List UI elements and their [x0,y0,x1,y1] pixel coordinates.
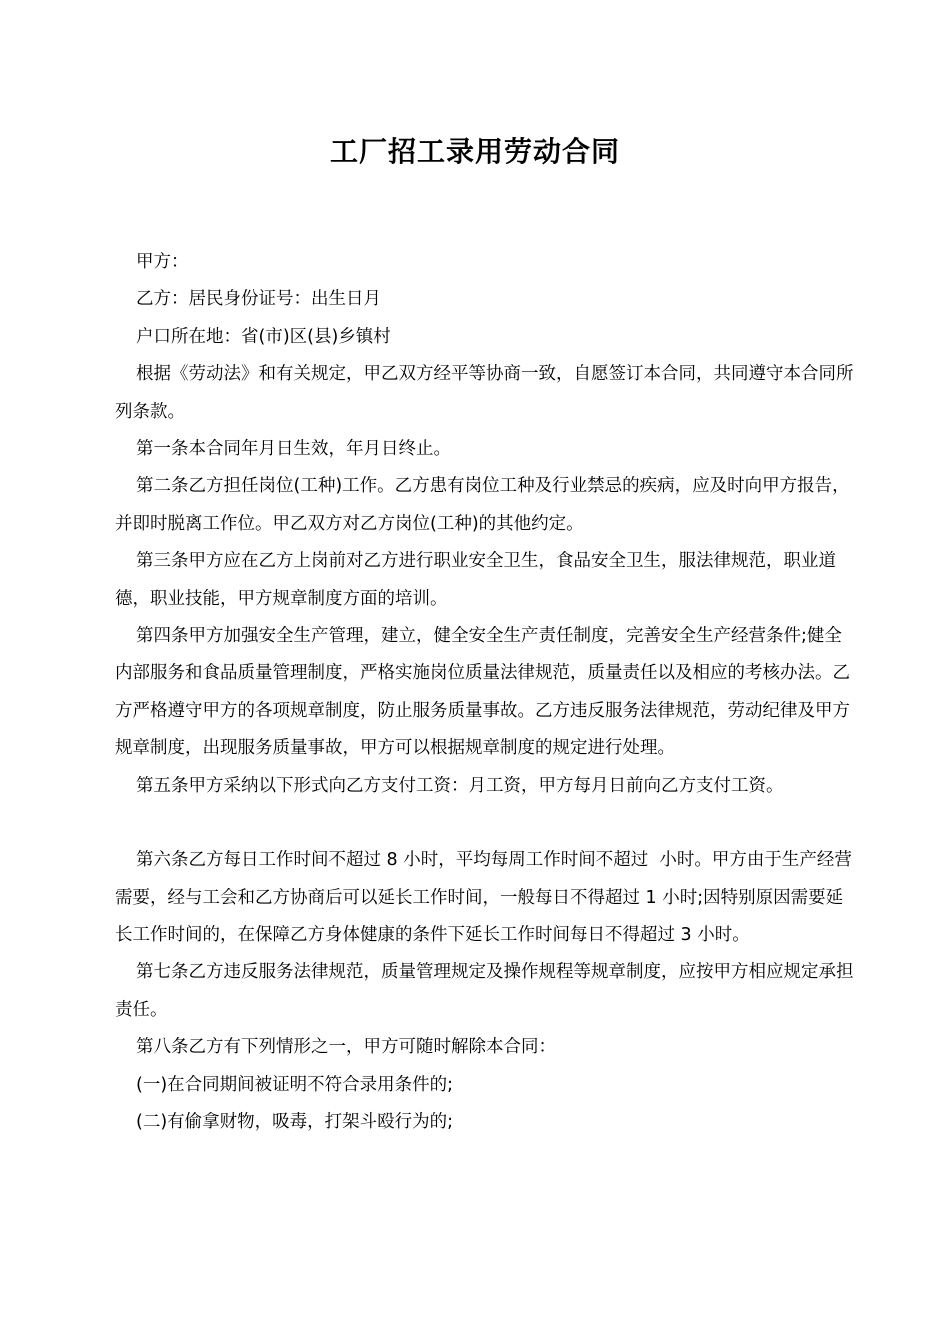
article-2: 第二条乙方担任岗位(工种)工作。乙方患有岗位工种及行业禁忌的疾病，应及时向甲方报告，并即时脱离工作位。甲乙双方对乙方岗位(工种)的其他约定。 [115,476,850,534]
article-1: 第一条本合同年月日生效，年月日终止。 [136,439,451,460]
party-a-line: 甲方： [136,252,189,272]
document-title: 工厂招工录用劳动合同 [329,135,620,168]
article-8-item-1: (一)在合同期间被证明不符合录用条件的; [136,1074,454,1095]
article-7: 第七条乙方违反服务法律规范，质量管理规定及操作规程等规章制度，应按甲方相应规定承担责任。 [115,962,854,1020]
party-b-line: 乙方：居民身份证号：出生日月 [136,289,381,310]
article-8-item-2: (二)有偷拿财物，吸毒，打架斗殴行为的; [136,1111,454,1132]
preamble-paragraph: 根据《劳动法》和有关规定，甲乙双方经平等协商一致，自愿签订本合同，共同遵守本合同所列条款。 [115,364,854,422]
document-body [115,244,855,1141]
article-6: 第六条乙方每日工作时间不超过 8 小时，平均每周工作时间不超过 小时。甲方由于生产经营需要，经与工会和乙方协商后可以延长工作时间，一般每日不得超过 1 小时;因特别原因需要延长工作时间的，在保障乙方身体健康的条件下延长工作时间每日不得超过 3 小时。 [115,850,852,945]
article-8: 第八条乙方有下列情形之一，甲方可随时解除本合同： [136,1037,556,1058]
article-3: 第三条甲方应在乙方上岗前对乙方进行职业安全卫生，食品安全卫生，服法律规范，职业道德，职业技能，甲方规章制度方面的培训。 [115,551,836,609]
article-5: 第五条甲方采纳以下形式向乙方支付工资：月工资，甲方每月日前向乙方支付工资。 [136,775,784,796]
household-address-line: 户口所在地：省(市)区(县)乡镇村 [136,326,391,347]
article-4: 第四条甲方加强安全生产管理，建立，健全安全生产责任制度，完善安全生产经营条件;健全内部服务和食品质量管理制度，严格实施岗位质量法律规范，质量责任以及相应的考核办法。乙方严格遵守甲方的各项规章制度，防止服务质量事故。乙方违反服务法律规范，劳动纪律及甲方规章制度，出现服务质量事故，甲方可以根据规章制度的规定进行处理。 [115,626,850,759]
paragraph-gap [115,805,855,842]
